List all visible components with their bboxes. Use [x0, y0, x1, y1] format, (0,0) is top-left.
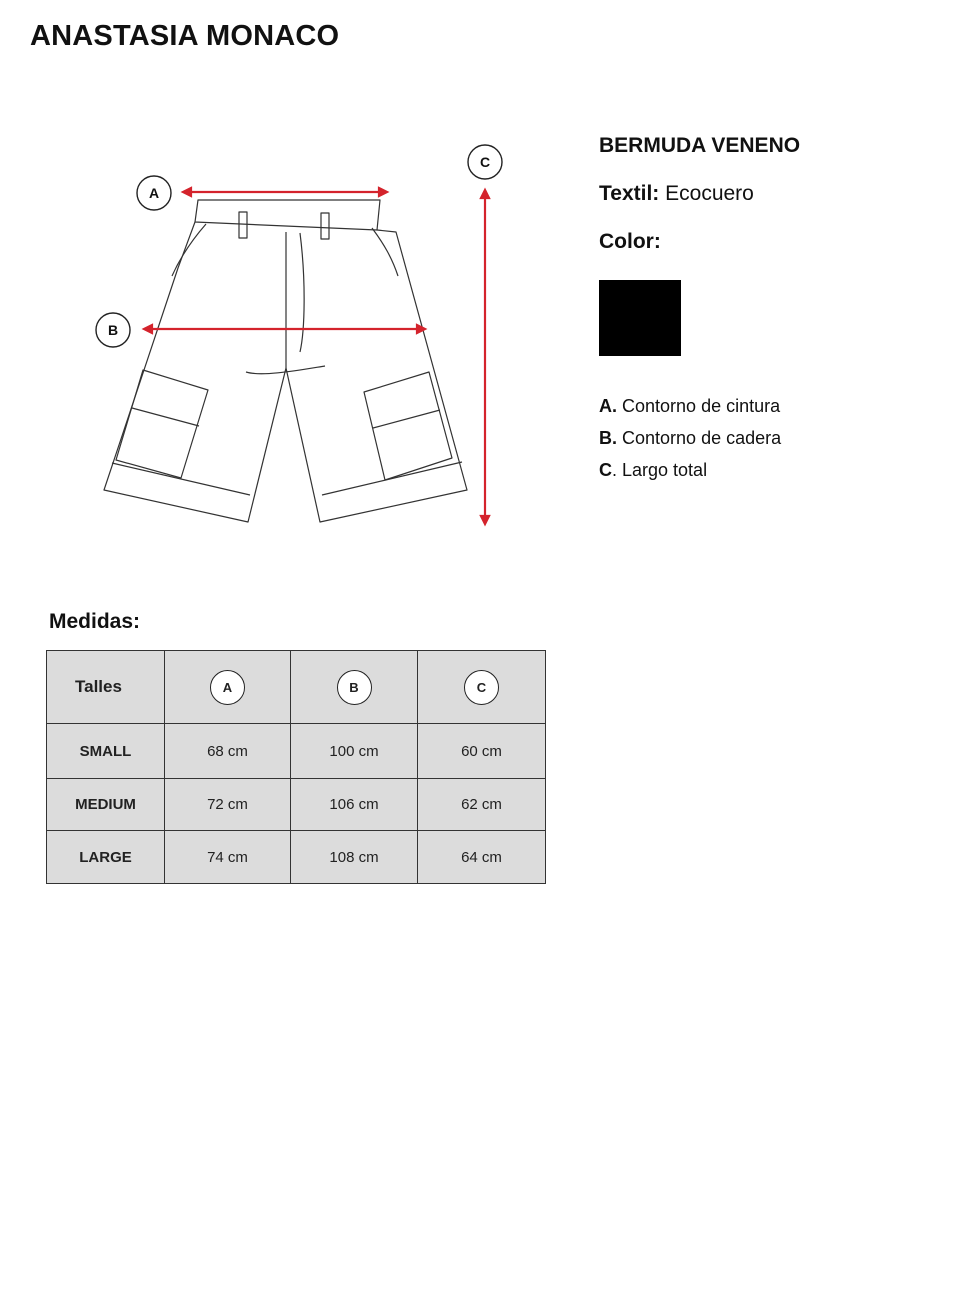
header-b-circle: B — [337, 670, 372, 705]
cargo-left-flap — [132, 408, 199, 426]
belt-loop-left — [239, 212, 247, 238]
size-a: 72 cm — [165, 779, 291, 831]
size-c: 60 cm — [418, 724, 546, 779]
size-a: 68 cm — [165, 724, 291, 779]
size-c: 62 cm — [418, 779, 546, 831]
table-row — [47, 831, 546, 884]
header-a — [165, 651, 291, 724]
header-c-circle: C — [464, 670, 499, 705]
header-a-circle: A — [210, 670, 245, 705]
cargo-right-flap — [373, 410, 440, 428]
textil-row — [599, 182, 939, 206]
arrow-a-right — [379, 188, 387, 196]
fly-stitch — [300, 233, 304, 352]
marker-b-label: B — [107, 322, 119, 338]
shorts-diagram — [0, 0, 560, 560]
hem-right — [322, 462, 462, 495]
textil-label: Textil: — [599, 182, 660, 205]
belt-loop-right — [321, 213, 329, 239]
size-c: 64 cm — [418, 831, 546, 884]
legend-item-a: A. Contorno de cintura — [599, 396, 781, 416]
table-row — [47, 724, 546, 779]
size-table — [46, 650, 546, 884]
size-a: 74 cm — [165, 831, 291, 884]
size-name: LARGE — [47, 831, 165, 884]
arrow-a-left — [183, 188, 191, 196]
color-row — [599, 230, 939, 254]
header-c — [418, 651, 546, 724]
marker-a-label: A — [148, 185, 160, 201]
size-b: 108 cm — [291, 831, 418, 884]
header-b — [291, 651, 418, 724]
header-talles: Talles — [47, 651, 165, 724]
pocket-left — [172, 224, 206, 276]
arrow-c-top — [481, 190, 489, 198]
product-name: BERMUDA VENENO — [599, 134, 801, 157]
brand-title: ANASTASIA MONACO — [30, 20, 340, 52]
hem-left — [112, 463, 250, 495]
legend-item-c: C. Largo total — [599, 460, 708, 480]
table-header-row — [47, 651, 546, 724]
size-b: 100 cm — [291, 724, 418, 779]
textil-value: Ecocuero — [665, 182, 754, 205]
measure-legend — [599, 396, 939, 481]
size-name: SMALL — [47, 724, 165, 779]
waistband — [195, 200, 380, 230]
color-swatch — [599, 280, 681, 356]
marker-c-label: C — [479, 154, 491, 170]
product-info — [599, 134, 939, 492]
arrow-c-bottom — [481, 516, 489, 524]
arrow-b-left — [144, 325, 152, 333]
legend-item-b: B. Contorno de cadera — [599, 428, 782, 448]
size-name: MEDIUM — [47, 779, 165, 831]
table-row — [47, 779, 546, 831]
pocket-right — [372, 228, 398, 276]
size-b: 106 cm — [291, 779, 418, 831]
cargo-left — [116, 370, 208, 478]
color-label: Color: — [599, 230, 661, 253]
medidas-title: Medidas: — [49, 610, 141, 633]
